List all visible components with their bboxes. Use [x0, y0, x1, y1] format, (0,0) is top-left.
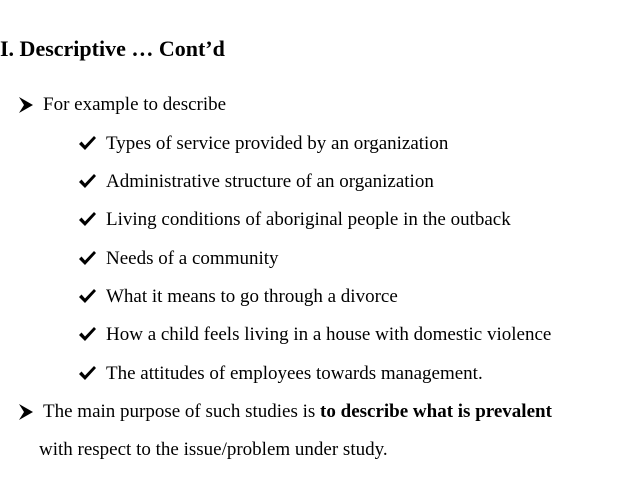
checklist-item: [78, 249, 279, 268]
checklist-item-text: How a child feels living in a house with domestic violence: [106, 324, 552, 345]
checkmark-icon: [78, 135, 97, 152]
checklist-item: [78, 364, 483, 383]
checkmark-icon: [78, 211, 97, 228]
checkmark-icon: [78, 250, 97, 267]
bullet-item-example: [18, 95, 226, 114]
bullet-continuation-text: with respect to the issue/problem under study.: [39, 439, 388, 460]
checklist-item-text: What it means to go through a divorce: [106, 286, 398, 307]
checklist-item: [78, 210, 511, 229]
checklist-item-text: Needs of a community: [106, 248, 279, 269]
bullet-item-purpose: [18, 402, 552, 421]
checkmark-icon: [78, 288, 97, 305]
bullet-text-regular: The main purpose of such studies is: [43, 401, 321, 422]
checklist-item: [78, 325, 551, 344]
checklist-item-text: Administrative structure of an organization: [106, 171, 434, 192]
slide-title: I. Descriptive … Cont’d: [0, 36, 225, 61]
bullet-text: For example to describe: [43, 94, 227, 115]
checklist-item: [78, 172, 434, 191]
checklist-item-text: The attitudes of employees towards management.: [106, 363, 483, 384]
arrow-bullet-icon: [18, 97, 34, 113]
checkmark-icon: [78, 365, 97, 382]
checklist-item-text: Living conditions of aboriginal people in the outback: [106, 209, 511, 230]
bullet-text: [43, 402, 552, 421]
checklist-item-text: Types of service provided by an organization: [106, 133, 449, 154]
checkmark-icon: [78, 173, 97, 190]
bullet-text-emphasis: to describe what is prevalent: [320, 401, 552, 422]
checklist-item: [78, 134, 448, 153]
bullet-continuation: [39, 440, 388, 459]
checklist-item: [78, 287, 398, 306]
arrow-bullet-icon: [18, 404, 34, 420]
checkmark-icon: [78, 326, 97, 343]
